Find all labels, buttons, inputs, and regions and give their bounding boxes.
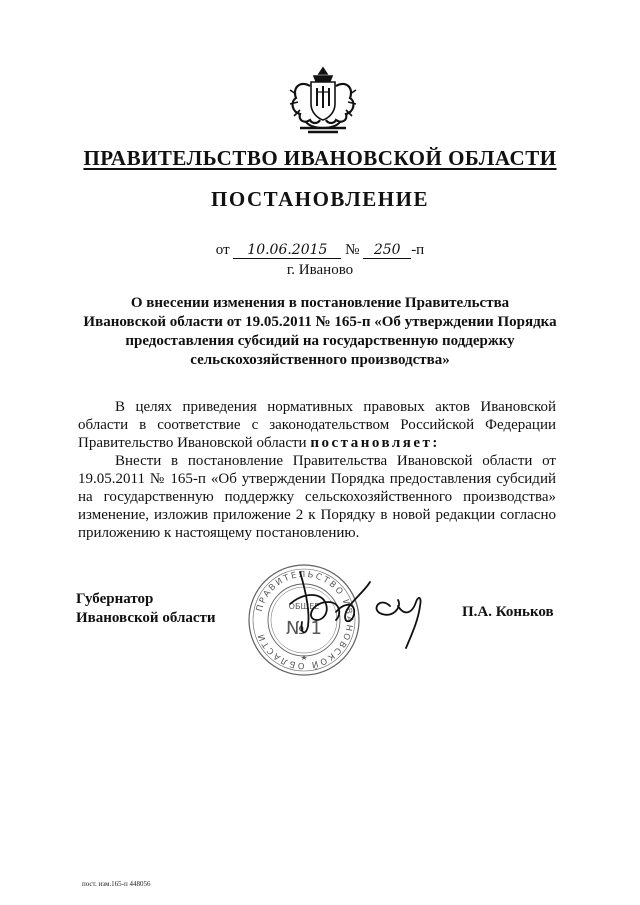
seal-inner-text: ОБЩЕЕ <box>288 602 320 611</box>
document-subject <box>60 294 580 370</box>
subject-line: Ивановской области от 19.05.2011 № 165-п «Об утверждении Порядка <box>83 314 557 330</box>
document-number-line <box>0 242 640 259</box>
number-sign: № <box>345 242 360 258</box>
signatory-position <box>76 590 216 628</box>
subject-line: предоставления субсидий на государственную поддержку <box>125 333 515 349</box>
position-line: Ивановской области <box>76 610 216 626</box>
resolution-paragraph: Внести в постановление Правительства Ивановской области от 19.05.2011 № 165-п «Об утверждении Порядка предоставления субсидий на государственную поддержку сельскохозяйственного производства» изменение, изложив приложение 2 к Порядку в новой редакции согласно приложению к настоящему постановлению. <box>78 453 556 541</box>
date-prefix: от <box>215 242 230 258</box>
subject-line: сельскохозяйственного производства» <box>190 352 450 368</box>
government-title: ПРАВИТЕЛЬСТВО ИВАНОВСКОЙ ОБЛАСТИ <box>83 146 557 170</box>
document-type: ПОСТАНОВЛЕНИЕ <box>211 187 429 211</box>
coat-of-arms-icon <box>286 66 360 138</box>
document-city: г. Иваново <box>286 262 354 278</box>
subject-line: О внесении изменения в постановление Правительства <box>130 295 510 311</box>
seal-number: № 1 <box>286 618 322 639</box>
resolves-word: постановляет: <box>310 435 440 451</box>
preamble-paragraph: В целях приведения нормативных правовых актов Ивановской области в соответствие с законодательством Российской Федерации Правительство Ивановской области постановляет: <box>78 399 556 451</box>
document-number: 250 <box>363 243 411 259</box>
signatory-name: П.А. Коньков <box>462 604 554 620</box>
seal-outer-text: ПРАВИТЕЛЬСТВО ИВАНОВСКОЙ ОБЛАСТИ <box>254 569 355 671</box>
document-body <box>78 398 556 542</box>
footer-note: пост. изм.165-п 448056 <box>82 880 151 888</box>
number-suffix: -п <box>411 242 425 258</box>
document-date: 10.06.2015 <box>233 243 341 259</box>
position-line: Губернатор <box>76 591 154 607</box>
handwritten-signature <box>270 562 440 652</box>
